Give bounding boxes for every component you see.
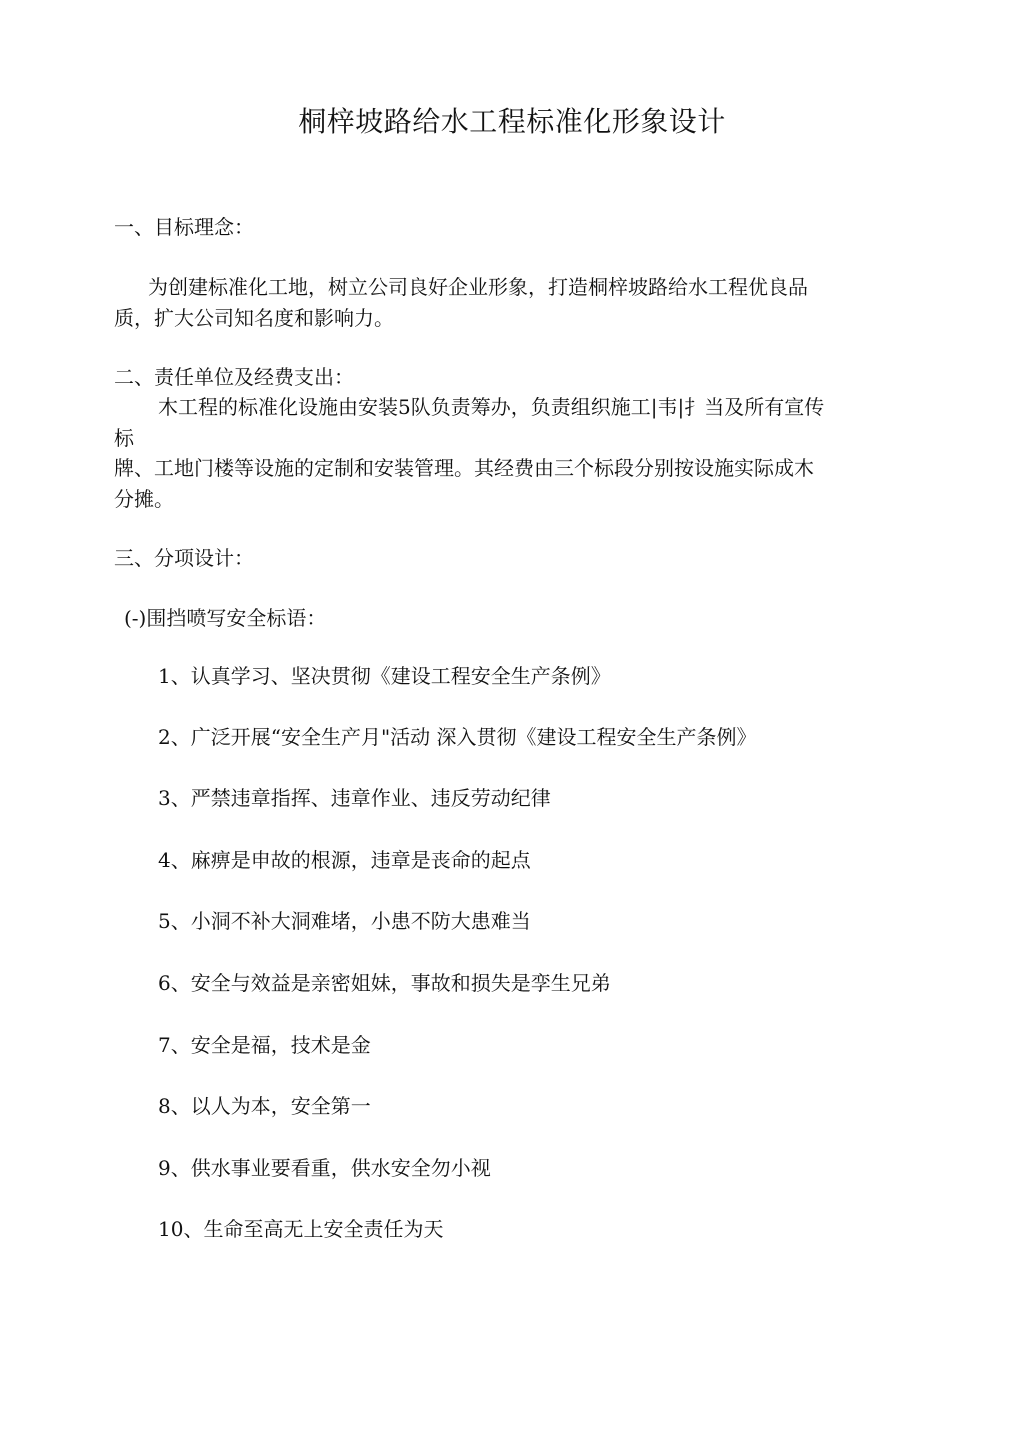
section1-paragraph-line1: 为创建标准化工地，树立公司良好企业形象，打造桐梓坡路给水工程优良品 <box>148 275 808 299</box>
slogan-item: 1、认真学习、坚决贯彻《建设工程安全生产条例》 <box>158 664 611 688</box>
section2-paragraph-line4: 分摊。 <box>114 487 174 511</box>
slogan-item: 10、生命至高无上安全责任为天 <box>158 1217 444 1241</box>
slogan-item: 7、安全是福，技术是金 <box>158 1033 371 1057</box>
section2-paragraph-line2: 标 <box>114 426 134 450</box>
section3-subheading: (-)围挡喷写安全标语： <box>124 606 327 630</box>
section1-paragraph-line2: 质，扩大公司知名度和影响力。 <box>114 306 394 330</box>
section2-heading: 二、责任单位及经费支出： <box>114 365 354 389</box>
section1-heading: 一、目标理念： <box>114 215 254 239</box>
slogan-item: 9、供水事业要看重，供水安全勿小视 <box>158 1156 491 1180</box>
slogan-item: 5、小洞不补大洞难堵，小患不防大患难当 <box>158 909 531 933</box>
slogan-item: 4、麻痹是申故的根源，违章是丧命的起点 <box>158 848 531 872</box>
section2-paragraph-line3: 牌、工地门楼等设施的定制和安装管理。其经费由三个标段分别按设施实际成木 <box>114 456 814 480</box>
slogan-item: 6、安全与效益是亲密姐妹，事故和损失是孪生兄弟 <box>158 971 611 995</box>
document-title: 桐梓坡路给水工程标准化形象设计 <box>298 105 726 138</box>
section2-paragraph-line1: 木工程的标准化设施由安装5队负责筹办，负责组织施工|韦|扌当及所有宣传 <box>158 395 825 419</box>
slogan-item: 2、广泛开展“安全生产月"活动 深入贯彻《建设工程安全生产条例》 <box>158 725 757 749</box>
slogan-item: 8、以人为本，安全第一 <box>158 1094 371 1118</box>
slogan-item: 3、严禁违章指挥、违章作业、违反劳动纪律 <box>158 786 551 810</box>
section3-heading: 三、分项设计： <box>114 546 254 570</box>
